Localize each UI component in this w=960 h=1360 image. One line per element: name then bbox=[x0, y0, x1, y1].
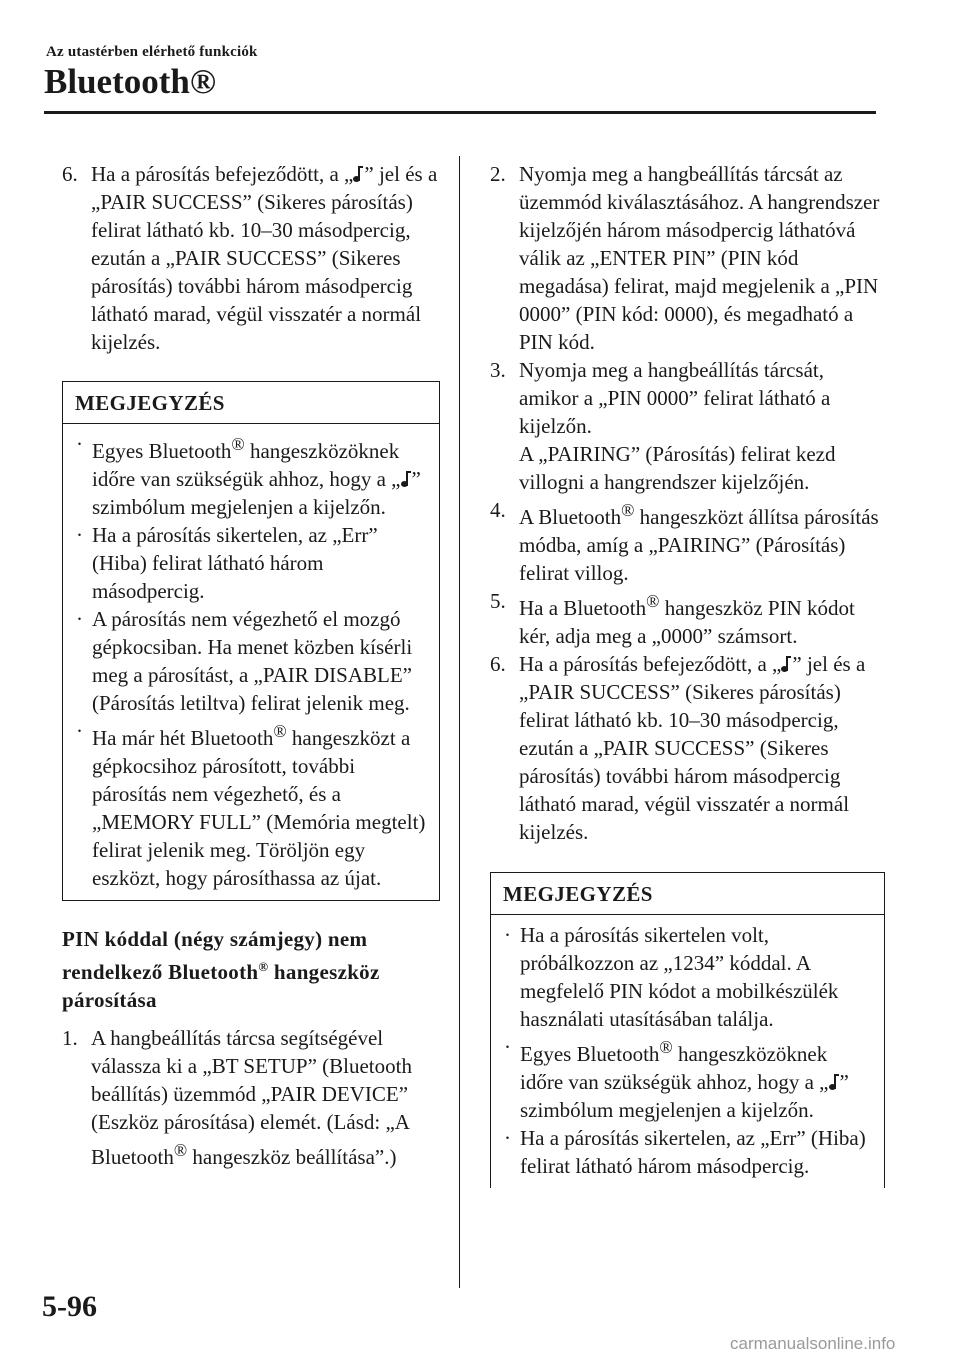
step-number: 3. bbox=[490, 358, 506, 382]
note-bullet: · Egyes Bluetooth® hangeszközöknek időre van szükségük ahhoz, hogy a „ ” szimbólum megjelenjen a kijelzőn. bbox=[504, 1035, 849, 1122]
step-4: 4. A Bluetooth® hangeszközt állítsa párosítás módba, amíg a „PAIRING” (Párosítás) felirat villog. bbox=[490, 498, 879, 585]
music-note-icon bbox=[781, 656, 792, 672]
step-number: 6. bbox=[62, 162, 78, 186]
section-subheading: PIN kóddal (négy számjegy) nem rendelkező Bluetooth® hangeszköz párosítása bbox=[62, 927, 380, 1012]
note-bullet: · Ha már hét Bluetooth® hangeszközt a gépkocsihoz párosított, további párosítás nem végezhető, és a „MEMORY FULL” (Memória megtelt) felirat jelenik meg. Töröljön egy eszközt, hogy párosíthassa az újat. bbox=[76, 719, 426, 890]
music-note-icon bbox=[401, 471, 412, 487]
left-column bbox=[62, 160, 440, 1171]
note-bullet: · Egyes Bluetooth® hangeszközöknek időre van szükségük ahhoz, hogy a „ ” szimbólum megjelenjen a kijelzőn. bbox=[76, 432, 421, 519]
step-number: 2. bbox=[490, 162, 506, 186]
header-rule bbox=[44, 111, 876, 114]
step-3: 3. Nyomja meg a hangbeállítás tárcsát, amikor a „PIN 0000” felirat látható a kijelzőn. A „PAIRING” (Párosítás) felirat kezd villogni a hangrendszer kijelzőjén. bbox=[490, 358, 836, 494]
note-bullet: · Ha a párosítás sikertelen, az „Err” (Hiba) felirat látható három másodpercig. bbox=[504, 1126, 866, 1178]
right-column bbox=[490, 160, 885, 1188]
step-number: 6. bbox=[490, 652, 506, 676]
note-bullet: · Ha a párosítás sikertelen, az „Err” (Hiba) felirat látható három másodpercig. bbox=[76, 523, 378, 603]
page-title: Bluetooth® bbox=[44, 62, 216, 101]
step-6-right: 6. Ha a párosítás befejeződött, a „ ” jel és a „PAIR SUCCESS” (Sikeres párosítás) felirat látható kb. 10–30 másodpercig, ezután a „PAIR SUCCESS” (Sikeres párosítás) további három másodpercig látható marad, végül visszatér a normál kijelzés. bbox=[490, 652, 866, 844]
step-text: ” jel és a „PAIR SUCCESS” (Sikeres párosítás) felirat látható kb. 10–30 másodpercig, ezután a „PAIR SUCCESS” (Sikeres párosítás) további három másodpercig látható marad, végül visszatér a normál kijelzés. bbox=[91, 162, 438, 354]
column-divider bbox=[459, 156, 460, 1288]
page-number: 5-96 bbox=[42, 1290, 97, 1323]
step-6-left bbox=[62, 160, 440, 356]
section-label: Az utastérben elérhető funkciók bbox=[46, 44, 258, 60]
music-note-icon bbox=[353, 166, 364, 182]
step-number: 5. bbox=[490, 589, 506, 613]
note-box-right bbox=[490, 872, 885, 1188]
note-heading: MEGJEGYZÉS bbox=[491, 873, 884, 915]
step-2: 2. Nyomja meg a hangbeállítás tárcsát az üzemmód kiválasztásához. A hangrendszer kijelzőjén három másodpercig láthatóvá válik az „ENTER PIN” (PIN kód megadása) felirat, majd megjelenik a „PIN 0000” (PIN kód: 0000), és megadható a PIN kód. bbox=[490, 162, 880, 354]
step-number: 4. bbox=[490, 498, 506, 522]
step-5: 5. Ha a Bluetooth® hangeszköz PIN kódot kér, adja meg a „0000” számsort. bbox=[490, 589, 855, 648]
step-number: 1. bbox=[62, 1026, 78, 1050]
note-box-left bbox=[62, 381, 440, 901]
step-text: Ha a párosítás befejeződött, a „ bbox=[91, 162, 354, 186]
note-bullet: · A párosítás nem végezhető el mozgó gépkocsiban. Ha menet közben kísérli meg a párosítást, a „PAIR DISABLE” (Párosítás letiltva) felirat jelenik meg. bbox=[76, 607, 413, 715]
note-bullet: · Ha a párosítás sikertelen volt, próbálkozzon az „1234” kóddal. A megfelelő PIN kódot a mobilkészülék használati utasításában találja. bbox=[504, 923, 839, 1031]
step-1: 1. A hangbeállítás tárcsa segítségével válassza ki a „BT SETUP” (Bluetooth beállítás) üzemmód „PAIR DEVICE” (Eszköz párosítása) elemét. (Lásd: „A Bluetooth® hangeszköz beállítása”.) bbox=[62, 1026, 412, 1169]
watermark: carmanualsonline.info bbox=[730, 1334, 896, 1353]
note-heading: MEGJEGYZÉS bbox=[63, 382, 439, 424]
music-note-icon bbox=[829, 1074, 840, 1090]
